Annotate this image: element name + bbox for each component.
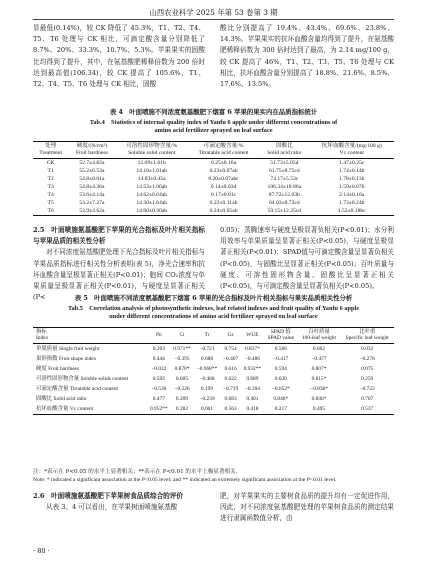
correlation-cell: −0.407 — [223, 355, 239, 362]
row-label-cn: 单果质量 — [36, 345, 58, 352]
correlation-cell: 0.217 — [274, 405, 287, 412]
table-cell: 0.23±0.07ab — [209, 168, 238, 174]
table4-header-4 — [259, 142, 309, 159]
correlation-cell: 0.605 — [175, 375, 189, 382]
table-row — [33, 354, 394, 364]
correlation-cell: 0.846* — [273, 395, 289, 402]
table5-header-7 — [298, 328, 341, 344]
table5-header-cn: Gs — [227, 332, 234, 339]
correlation-cell: 0.754 — [224, 345, 237, 352]
table5-header-cn: 百叶质量 — [308, 329, 330, 335]
table4-header-en: Titratable acid content — [198, 150, 249, 156]
table4 — [33, 141, 394, 216]
table-cell: 12.69±1.61b — [137, 160, 166, 166]
correlation-cell: −0.968** — [196, 365, 218, 372]
table5-header-6 — [264, 328, 298, 344]
table-cell: 59.15±12.25cd — [267, 208, 302, 214]
table-cell: 0.25±0.16a — [210, 160, 237, 166]
table-cell: 14.30±1.64ab — [136, 200, 168, 206]
table4-header-en: Solid acid ratio — [267, 150, 302, 156]
correlation-cell: −0.536 — [151, 385, 167, 392]
table-cell: 0.22±0.11ab — [209, 200, 238, 206]
table-row — [33, 167, 394, 175]
table-cell: 51.73±5.05d — [270, 160, 299, 166]
table-row — [33, 374, 394, 384]
table5-caption-en-1: Tab.5 Correlation analysis of photosynthetic indexes, leaf related indexes and fruit quality of Yanfu 6 apple — [67, 305, 360, 312]
table-cell: 55.2±6.53a — [79, 168, 105, 174]
row-label-cn: 果形指数 — [36, 355, 58, 362]
correlation-cell: −0.486 — [244, 355, 260, 362]
table4-header-5 — [309, 142, 394, 159]
table-cell: 1.73±0.24b — [339, 200, 365, 206]
table5-header-cn: 指标 — [36, 329, 47, 335]
correlation-cell: 0.622 — [224, 375, 237, 382]
correlation-cell: 0.683 — [224, 395, 237, 402]
table4-header-en: Vc content — [339, 150, 364, 156]
table-cell: 53.2±7.27a — [79, 200, 105, 206]
correlation-cell: 0.688 — [200, 355, 214, 362]
row-label — [33, 384, 147, 394]
table5-header-cn: SPAD 值 — [270, 329, 291, 335]
correlation-cell: 0.594 — [274, 365, 287, 372]
table-row — [33, 207, 394, 216]
table5-header-cn: Ci — [179, 332, 185, 339]
section26-left — [33, 491, 205, 513]
table5 — [33, 327, 394, 415]
correlation-cell: −0.278 — [359, 355, 375, 362]
row-label-cn: 固酸比 — [36, 395, 53, 402]
correlation-cell: 0.032 — [361, 345, 374, 352]
journal-header: 山西农业科学 2025 年第 53 卷第 3 期 — [149, 8, 278, 17]
correlation-cell: 0.405 — [312, 405, 326, 412]
table-row — [33, 404, 394, 415]
table5-header-en: Specific leaf weight — [345, 335, 389, 342]
correlation-cell: −0.417 — [273, 355, 289, 362]
table5-header-cn: WUE — [246, 332, 259, 339]
row-label — [33, 394, 147, 404]
table5-header-en: SPAD value — [267, 335, 294, 342]
row-label-en: Single fruit weight — [58, 345, 100, 352]
table-row — [33, 394, 394, 404]
table-cell: 1.52±0.18bc — [337, 208, 366, 214]
table5-header-cn: Tr — [204, 332, 210, 339]
table-cell: 106.34±18.86a — [267, 184, 302, 190]
treatment-cell: T5 — [47, 200, 54, 206]
table4-header-cn: 抗坏血酸含量/(mg/100 g) — [321, 143, 382, 149]
table5-header-3 — [194, 328, 221, 344]
table-row — [33, 364, 394, 374]
row-label-cn: 可滴定酸含量 — [36, 385, 69, 392]
correlation-cell: −0.838* — [310, 385, 328, 392]
table-cell: 14.62±0.64ab — [136, 192, 168, 198]
table4-caption-en-1: Tab.4 Statistics of internal quality index of Yanfu 6 apple under different concentrations of — [89, 119, 338, 126]
correlation-cell: 0.837* — [244, 345, 260, 352]
correlation-cell: −0.722 — [359, 385, 375, 392]
table-row — [33, 384, 394, 394]
table-cell: 14.00±0.30ab — [136, 208, 168, 214]
correlation-cell: 0.477 — [152, 395, 165, 402]
table-cell: 87.72±12.03b — [268, 192, 300, 198]
table-row — [33, 343, 394, 354]
left-intro-paragraph: 显最低(0.14%)，较 CK 降低了 45.3%，T1、T2、T4、T5、T6 处理与 CK 相比，可滴定酸含量分别降低了 8.7%、20%、33.3%、10.7%、5.3%。苹果果实的固酸比均得到了提升，其中，在氨基酸肥稀释倍数为 200 倍时达到最高值(106.34)，较 CK 提高了 105.6%，T1、T2、T4、T5、T6 处理与 CK 相比，固酸 — [33, 24, 205, 89]
row-label-cn: 抗坏血酸含量 — [36, 405, 69, 412]
table5-header-5 — [241, 328, 264, 344]
correlation-cell: 0.199 — [200, 385, 214, 392]
treatment-cell: T4 — [47, 192, 54, 198]
table-cell: 14.53±1.06ab — [136, 184, 168, 190]
table5-note-cn: 注：*表示在 P<0.05 的水平上显著相关；**表示在 P<0.01 的水平上极显著相关。 — [33, 469, 242, 475]
table4-header-en: Fruit hardness — [75, 150, 108, 156]
table-cell: 14.10±1.01ab — [136, 168, 168, 174]
table-cell: 53.9±4.62a — [79, 208, 105, 214]
correlation-cell: −0.022 — [151, 365, 167, 372]
row-label-cn: 硬度 — [36, 365, 47, 372]
table5-header-cn: 比叶重 — [359, 329, 376, 335]
treatment-cell: CK — [46, 160, 55, 166]
correlation-cell: 0.563 — [224, 405, 237, 412]
table4-header-cn: 处理 — [45, 143, 57, 149]
table-row — [33, 175, 394, 183]
table-cell: 54.8±8.01a — [79, 176, 105, 182]
table-cell: 0.17±0.01c — [210, 192, 237, 198]
correlation-cell: 0.952** — [150, 405, 168, 412]
table5-header-en: 100-leaf weight — [301, 335, 336, 342]
table4-header-cn: 可溶性固形物含量/% — [126, 143, 178, 149]
correlation-cell: 0.566 — [274, 345, 287, 352]
correlation-cell: 0.932** — [243, 365, 262, 372]
correlation-cell: 0.870* — [174, 365, 190, 372]
row-label — [33, 343, 147, 354]
section26-right-body: 肥，对苹果果实的主要树食品质的提升均有一定促进作用，因此，对不同浓度氨基酸肥处理的苹果树食品质的测定结果进行隶属函数值分析，由 — [220, 492, 394, 523]
correlation-cell: 0.418 — [246, 405, 259, 412]
correlation-cell: 0.259 — [361, 375, 374, 382]
correlation-cell: −0.239 — [199, 395, 215, 402]
table5-header-0 — [33, 328, 147, 344]
table-row — [33, 191, 394, 199]
table-cell: 52.7±4.82a — [79, 160, 105, 166]
correlation-cell: −0.719 — [223, 385, 239, 392]
table4-header-3 — [188, 142, 259, 159]
correlation-cell: 0.263 — [152, 345, 165, 352]
table4-header-en: Treatment — [39, 150, 63, 156]
section26-title: 2.6 叶面喷施氨基酸肥下苹果树食品质综合的评价 — [33, 492, 183, 500]
row-label — [33, 364, 147, 374]
table-cell: 54.8±4.36a — [79, 184, 105, 190]
correlation-cell: 0.061 — [200, 405, 214, 412]
row-label-en: Soluble solids content — [80, 375, 129, 382]
table4-header-row — [33, 142, 394, 159]
treatment-cell: T6 — [47, 208, 54, 214]
correlation-cell: 0.846* — [311, 395, 327, 402]
row-label — [33, 374, 147, 384]
table-row — [33, 199, 394, 207]
table-cell: 1.59±0.07b — [339, 184, 365, 190]
right-intro-paragraph: 酸比分别提高了 19.4%、43.4%、69.6%、23.8%、14.3%。苹果果实的抗坏血酸含量均得到了提升，在氨基酸肥稀释倍数为 300 倍时达到了最高，为 2.14 mg/100 g，较 CK 提高了 46%，T1、T2、T3、T5、T6 处理与 CK 相比，抗坏血酸含量分别提高了 18.8%、21.6%、8.5%、17.6%、13.5%。 — [220, 24, 394, 89]
table-cell: 1.47±0.25c — [339, 160, 365, 166]
correlation-cell: 0.707 — [361, 395, 374, 402]
table5-header-4 — [220, 328, 240, 344]
table-cell: 0.14±0.03d — [210, 184, 237, 190]
table-cell: 74.17±5.53c — [270, 176, 299, 182]
table4-header-1 — [68, 142, 115, 159]
correlation-cell: 0.282 — [175, 405, 189, 412]
table5-header-en: Index — [36, 335, 49, 342]
correlation-cell: 0.807* — [311, 365, 327, 372]
section25-right-body: 0.05)；蒸腾速率与硬度呈极显著负相关(P<0.01)；水分利用效率与单果质量呈显著正相关(P<0.05)，与硬度呈极显著正相关(P<0.01)；SPAD值与可滴定酸含量呈显著负相关(P<0.05)，与固酸比呈显著正相关(P<0.05)；百叶质量与硬度、可溶性固形物含量、固酸比呈显著正相关(P<0.05)，与可滴定酸含量呈显著负相关(P<0.05)。 — [220, 226, 394, 291]
table4-caption-cn: 表 4 叶面喷施不同浓度氨基酸肥下烟富 6 苹果的果实内在品质指标统计 — [109, 108, 318, 116]
table-row — [33, 159, 394, 168]
correlation-cell: −0.468 — [199, 375, 215, 382]
correlation-cell: 0.075 — [361, 365, 374, 372]
table-cell: 1.74±0.14b — [339, 168, 365, 174]
section26-left-body: 从表 3、4 可以看出，在苹果树面喷施氨基酸 — [46, 503, 178, 512]
correlation-cell: 0.537 — [361, 405, 374, 412]
correlation-cell: −0.394 — [244, 385, 260, 392]
table-row — [33, 183, 394, 191]
table4-header-cn: 固酸比 — [275, 143, 293, 149]
row-label-en: Fruit shape index — [58, 355, 97, 362]
correlation-cell: 0.689 — [246, 375, 259, 382]
table4-body — [33, 159, 394, 216]
table-cell: 0.20±0.07abc — [208, 176, 239, 182]
page-number: · 80 · — [33, 547, 50, 555]
header-rule — [33, 19, 394, 20]
table4-header-0 — [33, 142, 68, 159]
table5-header-8 — [340, 328, 394, 344]
correlation-cell: 0.616 — [224, 365, 237, 372]
table5-body — [33, 343, 394, 414]
row-label-en: Fruit hardness — [48, 365, 79, 372]
correlation-cell: 0.209 — [175, 395, 189, 402]
table4-caption-en-2: amino acid fertilizer sprayed on leaf surface — [154, 127, 273, 134]
table5-header-cn: Pn — [155, 332, 162, 339]
table5-caption-en-2: under different concentrations of amino acid fertilizer sprayed on leaf surface — [109, 313, 318, 320]
row-label — [33, 404, 147, 415]
table-cell: 2.14±0.16a — [339, 192, 365, 198]
treatment-cell: T1 — [47, 168, 54, 174]
table-cell: 1.78±0.13b — [339, 176, 365, 182]
table4-header-cn: 可滴定酸含量/% — [203, 143, 244, 149]
section25-left — [33, 225, 205, 303]
correlation-cell: −0.721 — [199, 345, 215, 352]
row-label-cn: 可溶性固形物含量 — [36, 375, 80, 382]
row-label-en: Vc content — [69, 405, 94, 412]
row-label-en: Solid acid ratio — [53, 395, 87, 402]
correlation-cell: 0.815* — [311, 375, 327, 382]
correlation-cell: 0.592 — [152, 375, 165, 382]
table-cell: 53.6±4.14a — [79, 192, 105, 198]
table4-header-2 — [116, 142, 188, 159]
table5-header-1 — [147, 328, 170, 344]
correlation-cell: −0.852* — [271, 385, 290, 392]
correlation-cell: −0.226 — [174, 385, 190, 392]
treatment-cell: T2 — [47, 176, 54, 182]
correlation-cell: 0.971** — [173, 345, 191, 352]
table4-header-en: Soluble solid content — [128, 150, 176, 156]
section25-title: 2.5 叶面喷施氨基酸肥下苹果的光合指标及叶片相关指标与苹果品质的相关性分析 — [33, 226, 205, 246]
section25-left-body: 对不同浓度氨基酸肥处理下光合指标及叶片相关指标与苹果品质指标进行相关性分析表明(表 5)，净光合速率和抗坏血酸含量呈极显著正相关(P<0.01)；胞间 CO₂浓度与单果质量呈极显著正相关(P<0.01)，与硬度呈显著正相关(P< — [33, 248, 205, 302]
table5-note-en: Note: * indicated a significant association at the P<0.05 level; and ** indicated an extremely significant association at the P<0.01 level. — [33, 477, 337, 483]
correlation-cell: 0.401 — [246, 395, 259, 402]
table-cell: 61.75±8.75cd — [268, 168, 300, 174]
table-cell: 64.03±8.72cd — [268, 200, 300, 206]
correlation-cell: −0.477 — [311, 355, 327, 362]
treatment-cell: T3 — [47, 184, 54, 190]
correlation-cell: 0.444 — [152, 355, 165, 362]
row-label — [33, 354, 147, 364]
table4-header-cn: 硬度/(N/cm²) — [76, 143, 108, 149]
correlation-cell: 0.630 — [274, 375, 287, 382]
table5-header-row — [33, 328, 394, 344]
row-label-en: Titratable acid content — [69, 385, 119, 392]
table5-caption-cn: 表 5 叶面喷施不同浓度氨基酸肥下烟富 6 苹果的光合指标及叶片相关指标与果实品质相关性分析 — [74, 294, 353, 302]
table5-header-2 — [170, 328, 193, 344]
table-cell: 0.24±0.05ab — [209, 208, 238, 214]
correlation-cell: 0.662 — [312, 345, 326, 352]
table-cell: 14.83±0.45a — [137, 176, 166, 182]
correlation-cell: −0.395 — [174, 355, 190, 362]
